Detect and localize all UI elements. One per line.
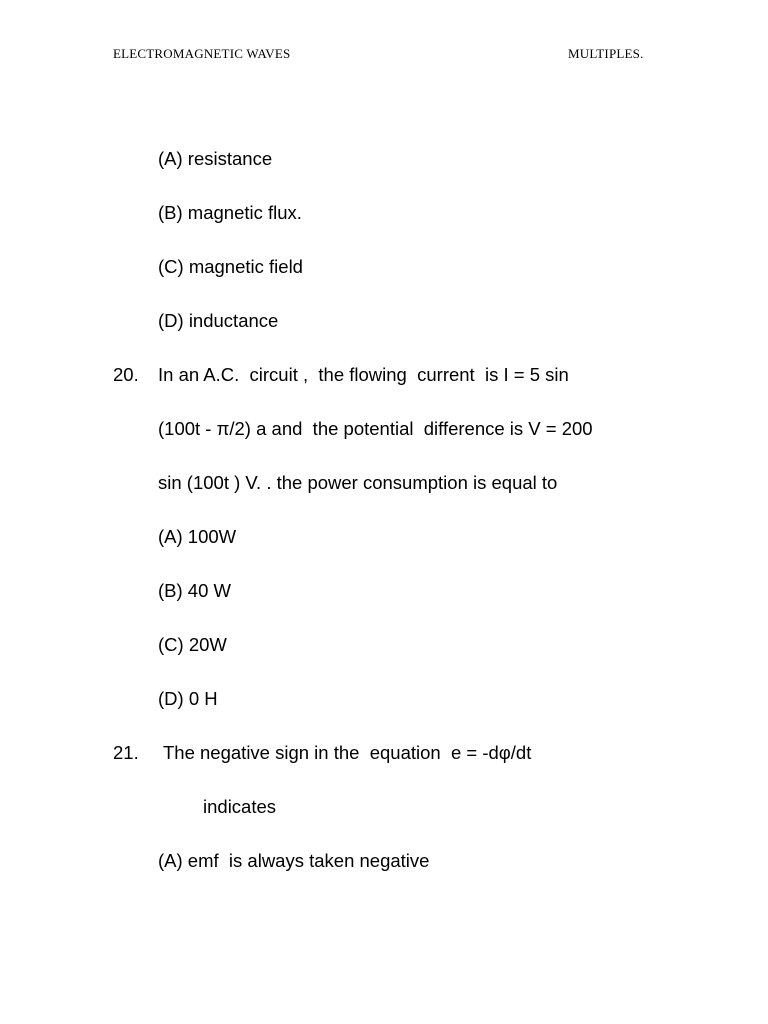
header-chapter-title: ELECTROMAGNETIC WAVES xyxy=(113,46,291,61)
q20-text-line-2: (100t - π/2) a and the potential difference is V = 200 xyxy=(158,418,593,439)
q21-option-a: (A) emf is always taken negative xyxy=(158,850,430,871)
q20-text-line-3: sin (100t ) V. . the power consumption is equal to xyxy=(158,472,558,493)
q20-option-d: (D) 0 H xyxy=(158,688,218,709)
q21-text-line-2: indicates xyxy=(203,796,277,817)
q19-option-b: (B) magnetic flux. xyxy=(158,202,302,223)
q20-number: 20. xyxy=(113,364,139,385)
q21-text-line-1: The negative sign in the equation e = -dφ/dt xyxy=(163,742,532,763)
header-section-title: MULTIPLES. xyxy=(568,46,644,61)
q20-option-b: (B) 40 W xyxy=(158,580,231,601)
q20-option-c: (C) 20W xyxy=(158,634,227,655)
q21-number: 21. xyxy=(113,742,139,763)
q19-option-d: (D) inductance xyxy=(158,310,279,331)
q19-option-c: (C) magnetic field xyxy=(158,256,303,277)
q20-option-a: (A) 100W xyxy=(158,526,237,547)
q20-text-line-1: In an A.C. circuit , the flowing current is I = 5 sin xyxy=(158,364,569,385)
q19-option-a: (A) resistance xyxy=(158,148,273,169)
